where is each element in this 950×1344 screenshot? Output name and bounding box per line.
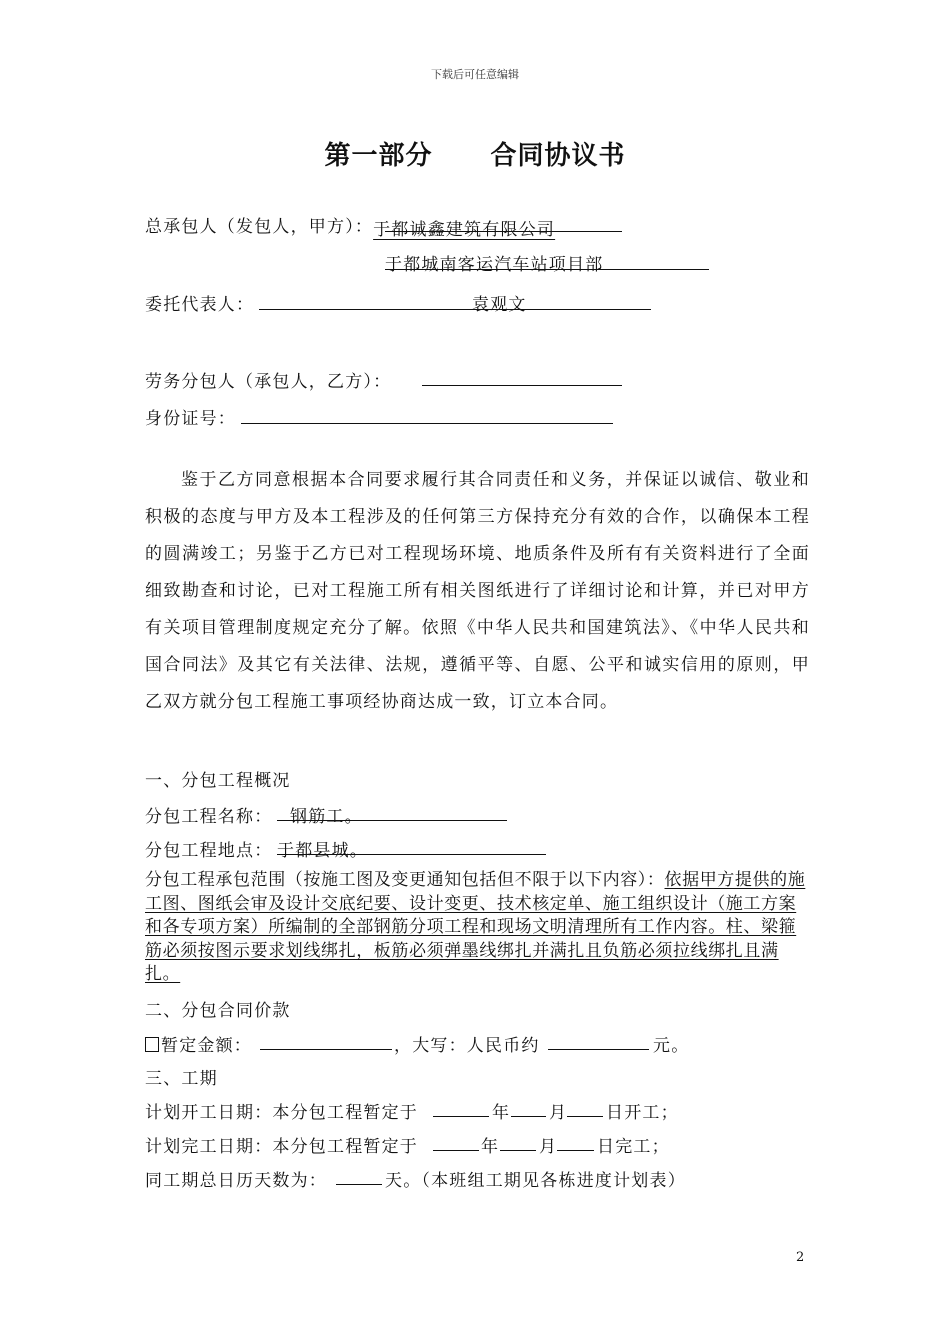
project-location-value: 于都县城。 [277, 841, 368, 861]
checkbox-icon [145, 1037, 159, 1052]
start-year-blank [433, 1116, 489, 1117]
amount-label: 暂定金额： [161, 1036, 252, 1056]
agent-underline [259, 309, 651, 310]
preamble-paragraph [145, 462, 810, 721]
id-label: 身份证号： [145, 409, 236, 429]
section3-heading: 三、工期 [145, 1069, 218, 1089]
title-part: 第一部分 [324, 141, 433, 171]
start-day-blank [567, 1116, 603, 1117]
agent-name: 袁观文 [472, 295, 527, 315]
end-day-blank [557, 1150, 594, 1151]
page-number: 2 [796, 1250, 805, 1265]
end-year-blank [433, 1150, 479, 1151]
end-month-blank [500, 1150, 536, 1151]
section1-heading: 一、分包工程概况 [145, 771, 291, 791]
document-title [0, 135, 950, 172]
start-label: 计划开工日期：本分包工程暂定于 [145, 1103, 418, 1123]
section2-heading: 二、分包合同价款 [145, 1001, 291, 1021]
contractor-name-field [373, 215, 603, 240]
id-blank [241, 423, 613, 424]
end-year: 年 [481, 1137, 500, 1157]
contractor-name-underline [385, 231, 622, 232]
start-year: 年 [492, 1103, 511, 1123]
start-month-blank [511, 1116, 546, 1117]
page-header-note: 下载后可任意编辑 [431, 68, 519, 81]
end-suffix: 日完工； [597, 1137, 670, 1157]
amount-unit: 元。 [653, 1036, 690, 1056]
agent-label: 委托代表人： [145, 295, 255, 315]
contractor-name: 于都诚鑫建筑有限公司 [373, 220, 556, 240]
amount-blank [260, 1049, 392, 1050]
amount-line [145, 1031, 252, 1056]
subcontractor-label: 劳务分包人（承包人，乙方）： [145, 372, 392, 392]
project-location-label: 分包工程地点： [145, 841, 273, 861]
scope-paragraph [145, 869, 810, 987]
preamble-text: 鉴于乙方同意根据本合同要求履行其合同责任和义务，并保证以诚信、敬业和积极的态度与甲方及本工程涉及的任何第三方保持充分有效的合作，以确保本工程的圆满竣工；另鉴于乙方已对工程现场环境、地质条件及所有有关资料进行了全面细致勘查和讨论，已对工程施工所有相关图纸进行了详细讨论和计算，并已对甲方有关项目管理制度规定充分了解。依照《中华人民共和国建筑法》、《中华人民共和国合同法》及其它有关法律、法规，遵循平等、自愿、公平和诚实信用的原则，甲乙双方就分包工程施工事项经协商达成一致，订立本合同。 [145, 470, 810, 712]
contractor-dept: 于都城南客运汽车站项目部 [385, 255, 604, 275]
contractor-line [145, 212, 603, 240]
end-label: 计划完工日期：本分包工程暂定于 [145, 1137, 418, 1157]
subcontractor-blank [422, 385, 622, 386]
project-location-underline [277, 854, 546, 855]
amount-words-label: ，大写：人民币约 [394, 1036, 540, 1056]
contractor-label: 总承包人（发包人，甲方）： [145, 217, 374, 237]
start-month: 月 [549, 1103, 568, 1123]
project-name-label: 分包工程名称： [145, 807, 273, 827]
total-days-suffix: 天。（本班组工期见各栋进度计划表） [385, 1171, 686, 1191]
scope-value: 依据甲方提供的施工图、图纸会审及设计交底纪要、设计变更、技术核定单、施工组织设计（施工方案和各专项方案）所编制的全部钢筋分项工程和现场文明清理所有工作内容。柱、梁箍筋必须按图示要求划线绑扎，板筋必须弹墨线绑扎并满扎且负筋必须拉线绑扎且满扎。 [145, 870, 806, 984]
contractor-dept-underline [385, 269, 709, 270]
start-suffix: 日开工； [606, 1103, 679, 1123]
amount-words-blank [548, 1049, 649, 1050]
scope-label: 分包工程承包范围（按施工图及变更通知包括但不限于以下内容）： [145, 870, 665, 890]
project-name-underline [277, 820, 507, 821]
title-name: 合同协议书 [490, 141, 626, 171]
total-days-label: 同工期总日历天数为： [145, 1171, 327, 1191]
end-month: 月 [539, 1137, 558, 1157]
project-name-value: 钢筋工。 [290, 807, 363, 827]
total-days-blank [336, 1184, 382, 1185]
